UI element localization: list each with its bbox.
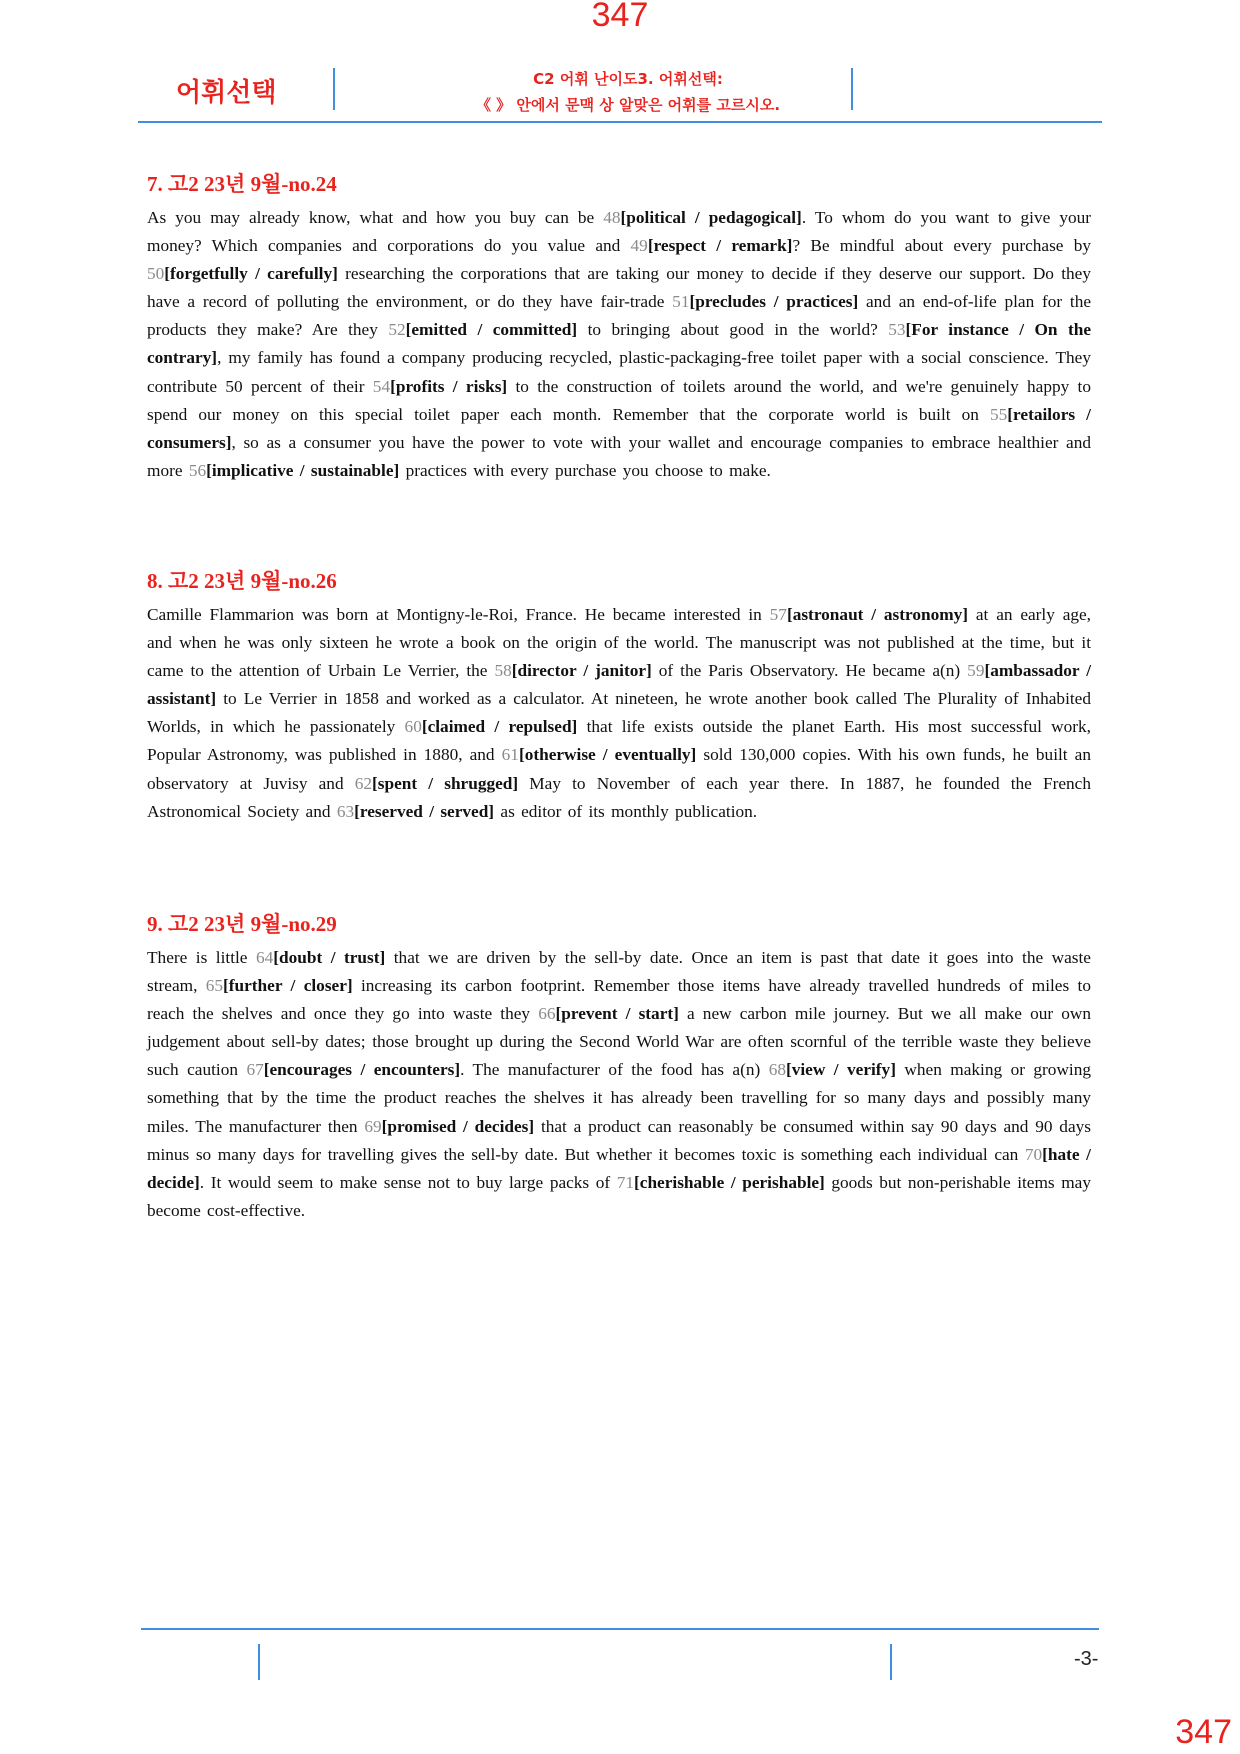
section-title: 8. 고2 23년 9월-no.26	[147, 569, 337, 593]
question-number: 48	[603, 208, 621, 227]
word-choice: [For instance / On the contrary]	[147, 320, 1092, 368]
question-number: 70	[1024, 1144, 1043, 1164]
word-choice: [respect / remark]	[647, 236, 793, 256]
question-number: 69	[364, 1116, 382, 1136]
word-choice: [political / pedagogical]	[620, 208, 802, 227]
question-number: 67	[246, 1060, 264, 1080]
question-number: 63	[336, 801, 355, 821]
question-number: 53	[888, 320, 906, 340]
passage-text: Camille Flammarion was born at Montigny-le-Roi, France. He became interested in 57[astronaut / astronomy] at an early age, and when he was only sixteen he wrote a book on the origin of the world. The manuscript was not published at the time, but it came to the attention of Urbain Le Verrier, the 58[director / janitor] of the Paris Observatory. He became a(n) 59[ambassador / assistant] to Le Verrier in 1858 and worked as a calculator. At nineteen, he wrote another book called The Plurality of Inhabited Worlds, in which he passionately 60[claimed / repulsed] that life exists outside the planet Earth. His most successful work, Popular Astronomy, was published in 1880, and 61[otherwise / eventually] sold 130,000 copies. With his own funds, he built an observatory at Juvisy and 62[spent / shrugged] May to November of each year there. In 1887, he founded the French Astronomical Society and 63[reserved / served] as editor of its monthly publication.	[147, 605, 1092, 821]
section-title: 7. 고2 23년 9월-no.24	[147, 172, 337, 196]
word-choice: [claimed / repulsed]	[421, 717, 578, 737]
page-header	[138, 62, 1102, 122]
word-choice: [emitted / committed]	[405, 320, 578, 340]
word-choice: [cherishable / perishable]	[634, 1172, 825, 1192]
passage-text: As you may already know, what and how you buy can be 48[political / pedagogical]. To whom do you want to give your money? Which companies and corporations do you value and 49[respect / remark]? Be mindful about every purchase by 50[forgetfully / carefully] researching the corporations that are taking our money to decide if they deserve our support. Do they have a record of polluting the environment, or do they have fair-trade 51[precludes / practices] and an end-of-life plan for the products they make? Are they 52[emitted / committed] to bringing about good in the world? 53[For instance / On the contrary], my family has found a company producing recycled, plastic-packaging-free toilet paper with a social conscience. They contribute 50 percent of their 54[profits / risks] to the construction of toilets around the world, and we're genuinely happy to spend our money on this special toilet paper each month. Remember that the corporate world is built on 55[retailors / consumers], so as a consumer you have the power to vote with your wallet and encourage companies to embrace healthier and more 56[implicative / sustainable] practices with every purchase you choose to make.	[147, 208, 1092, 480]
section-8	[147, 565, 1091, 826]
question-number: 50	[147, 264, 165, 284]
footer-rule	[141, 1628, 1099, 1630]
word-choice: [forgetfully / carefully]	[164, 264, 338, 284]
page-number-bottom: 347	[1175, 1713, 1232, 1751]
question-number: 55	[990, 404, 1008, 424]
question-number: 56	[188, 460, 207, 480]
word-choice: [director / janitor]	[511, 661, 652, 681]
word-choice: [otherwise / eventually]	[518, 745, 697, 765]
passage-text: There is little 64[doubt / trust] that we are driven by the sell-by date. Once an item is past that date it goes into the waste stream, 65[further / closer] increasing its carbon footprint. Remember those items have already travelled hundreds of miles to reach the shelves and once they go into waste they 66[prevent / start] a new carbon mile journey. But we all make our own judgement about sell-by dates; those brought up during the Second World War are often scornful of the terrible waste they believe such caution 67[encourages / encounters]. The manufacturer of the food has a(n) 68[view / verify] when making or growing something that by the time the product reaches the shelves it has already been travelling for so many days and possibly many miles. The manufacturer then 69[promised / decides] that a product can reasonably be consumed within say 90 days and 90 days minus so many days for travelling gives the sell-by date. But whether it becomes toxic is something each individual can 70[hate / decide]. It would seem to make sense not to buy large packs of 71[cherishable / perishable] goods but non-perishable items may become cost-effective.	[147, 948, 1092, 1220]
question-number: 61	[501, 745, 519, 765]
word-choice: [astronaut / astronomy]	[786, 605, 969, 624]
question-number: 60	[404, 717, 422, 737]
question-number: 51	[672, 292, 690, 312]
question-number: 54	[372, 376, 391, 396]
question-number: 59	[967, 661, 985, 681]
word-choice: [ambassador / assistant]	[147, 661, 1091, 709]
word-choice: [view / verify]	[785, 1060, 896, 1080]
word-choice: [profits / risks]	[390, 376, 508, 396]
question-number: 52	[388, 320, 406, 340]
question-number: 66	[538, 1004, 556, 1024]
header-divider-left	[333, 68, 335, 110]
question-number: 49	[630, 236, 648, 256]
word-choice: [promised / decides]	[381, 1116, 535, 1136]
question-number: 62	[354, 773, 373, 793]
word-choice: [encourages / encounters]	[263, 1060, 461, 1080]
footer-divider-left	[258, 1644, 260, 1680]
header-subtitle-line1: C2 어휘 난이도3. 어휘선택:	[533, 70, 723, 88]
header-divider-right	[851, 68, 853, 110]
footer-divider-right	[890, 1644, 892, 1680]
header-title: 어휘선택	[176, 78, 277, 108]
word-choice: [further / closer]	[223, 976, 353, 996]
question-number: 64	[255, 948, 274, 967]
question-number: 58	[494, 661, 512, 681]
header-instructions	[338, 66, 918, 118]
question-number: 68	[768, 1060, 786, 1080]
word-choice: [reserved / served]	[354, 801, 495, 821]
word-choice: [prevent / start]	[555, 1004, 679, 1024]
question-number: 57	[769, 605, 787, 624]
word-choice: [spent / shrugged]	[372, 773, 519, 793]
word-choice: [precludes / practices]	[689, 292, 859, 312]
word-choice: [doubt / trust]	[273, 948, 386, 967]
header-rule	[138, 121, 1102, 123]
header-subtitle-line2: 《 》 안에서 문맥 상 알맞은 어휘를 고르시오.	[475, 96, 781, 114]
section-title: 9. 고2 23년 9월-no.29	[147, 912, 337, 936]
word-choice: [implicative / sustainable]	[206, 460, 400, 480]
page-number-top: 347	[591, 0, 649, 34]
question-number: 65	[205, 976, 224, 996]
word-choice: [retailors / consumers]	[147, 404, 1091, 452]
footer-page-label: -3-	[1074, 1648, 1099, 1670]
question-number: 71	[616, 1172, 635, 1192]
word-choice: [hate / decide]	[147, 1144, 1091, 1192]
section-7	[147, 168, 1091, 485]
section-9	[147, 908, 1091, 1225]
